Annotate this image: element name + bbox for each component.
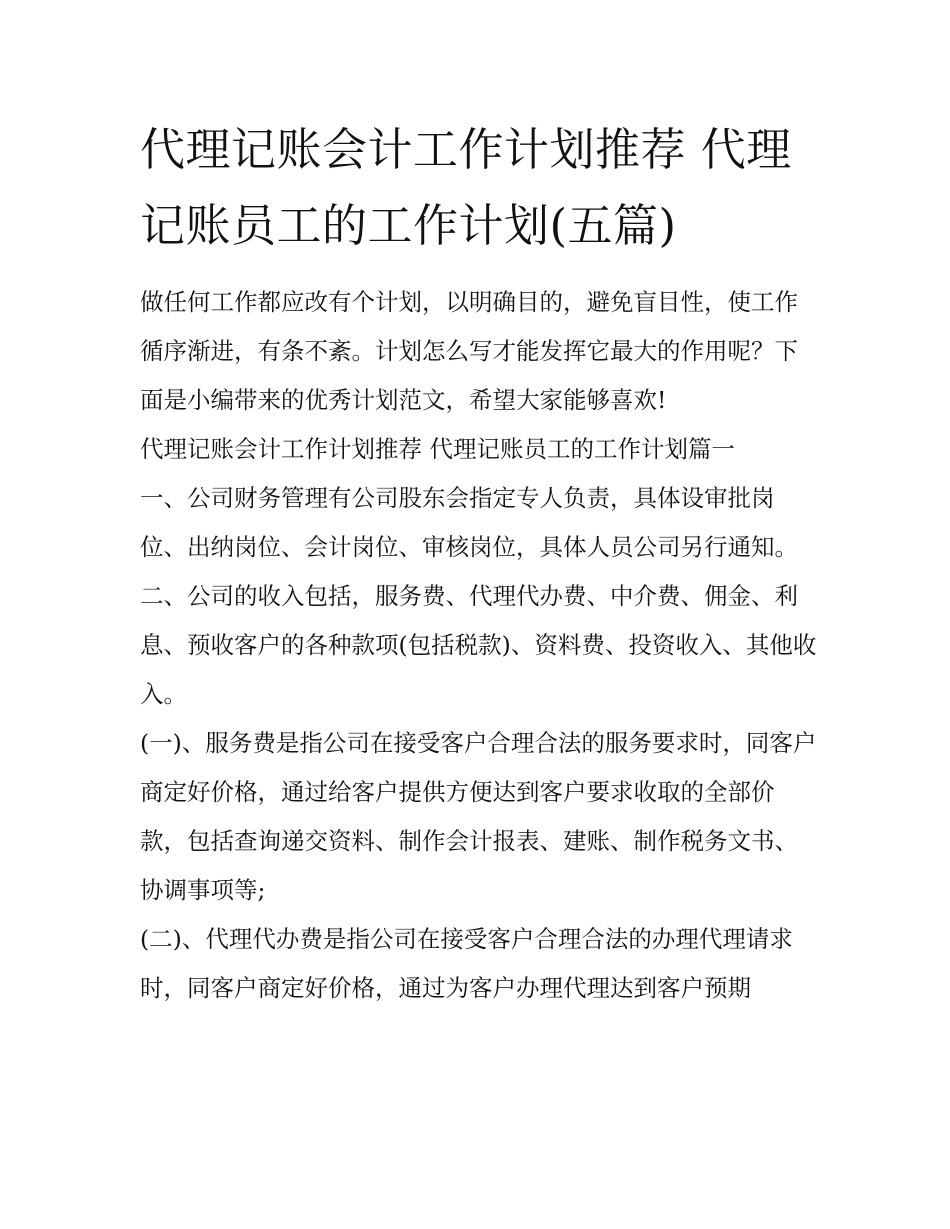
document-title: 代理记账会计工作计划推荐 代理记账员工的工作计划(五篇) [140, 123, 792, 252]
sub-clause-paragraph-2: (二)、代理代办费是指公司在接受客户合理合法的办理代理请求时，同客户商定好价格，通过为客户办理代理达到客户预期 [140, 925, 793, 1002]
clause-paragraph-1: 一、公司财务管理有公司股东会指定专人负责，具体设审批岗位、出纳岗位、会计岗位、审核岗位，具体人员公司另行通知。 [140, 484, 798, 561]
section-heading: 代理记账会计工作计划推荐 代理记账员工的工作计划篇一 [140, 435, 735, 463]
document-body [140, 278, 820, 1013]
clause-paragraph-2: 二、公司的收入包括，服务费、代理代办费、中介费、佣金、利息、预收客户的各种款项(包括税款)、资料费、投资收入、其他收入。 [140, 582, 817, 708]
intro-paragraph: 做任何工作都应改有个计划，以明确目的，避免盲目性，使工作循序渐进，有条不紊。计划怎么写才能发挥它最大的作用呢？下面是小编带来的优秀计划范文，希望大家能够喜欢! [140, 288, 798, 414]
sub-clause-paragraph-1: (一)、服务费是指公司在接受客户合理合法的服务要求时，同客户商定好价格，通过给客户提供方便达到客户要求收取的全部价款，包括查询递交资料、制作会计报表、建账、制作税务文书、协调事项等; [140, 729, 817, 904]
